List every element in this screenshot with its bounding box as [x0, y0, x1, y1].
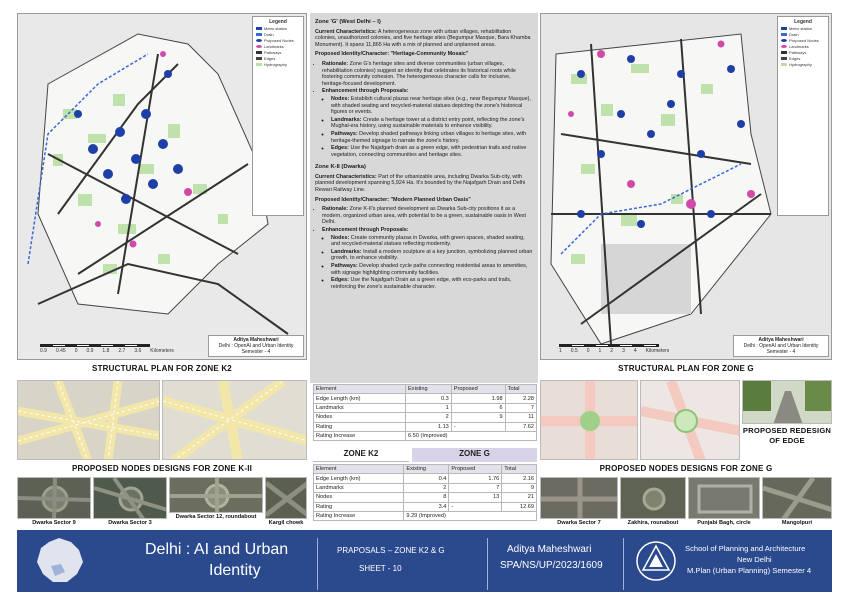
k2-node-photo-4 [265, 477, 307, 519]
sheet-number: SHEET - 10 [359, 564, 402, 573]
zone-k2-item: ◦ Pathways: Develop shaded cycle paths connecting residential areas to amenities, with signage highlighting community facilities. [331, 263, 533, 276]
g-legend-title: Legend [794, 19, 812, 25]
zone-g-item: ◦ Landmarks: Create a heritage tower at a district entry point, reflecting the zone's Mughal-era history, using sustainable materials to enhance visibility. [331, 117, 533, 130]
g-map-titlebox [733, 335, 829, 357]
g-nodes-title: PROPOSED NODES DESIGNS FOR ZONE G [540, 464, 832, 476]
zone-k2-item: ◦ Landmarks: Install a modern sculpture at a key junction, symbolizing planned urban growth, to enhance visibility. [331, 249, 533, 262]
sheet-title-line1: Delhi : AI and Urban [145, 541, 289, 558]
table-row: Nodes 2 9 11 [314, 413, 537, 422]
zone-k2-rationale: • Rationale: Zone K-II's planned development as Dwarka Sub-city positions it as a modern, organized urban area, with potential to be a green, sustainable oasis in West Delhi. [322, 206, 533, 226]
zone-g-item: ◦ Pathways: Develop shaded pathways linking urban villages to heritage sites, with heritage-themed signage to narrate the zone's history. [331, 131, 533, 144]
k2-legend-item: Pathways [256, 50, 300, 56]
k2-plan-title: STRUCTURAL PLAN FOR ZONE K2 [17, 364, 307, 376]
zone-g-header: ZONE G [412, 448, 537, 462]
g-plan-title: STRUCTURAL PLAN FOR ZONE G [540, 364, 832, 376]
table-header: Existing [406, 385, 452, 394]
k2-node-render-1 [17, 380, 160, 460]
g-legend-item: Pathways [781, 50, 825, 56]
g-scale-bar [559, 344, 709, 354]
g-scale-tick: 1 [598, 348, 602, 354]
zone-g-identity: Proposed Identity/Character: "Heritage-Community Mosaic" [315, 51, 469, 58]
g-project: Delhi : OpenAI and Urban Identity [743, 343, 819, 349]
g-legend-item: Landmarks [781, 44, 825, 50]
g-node-photo-3 [688, 477, 760, 519]
k2-scale-tick: 0.9 [86, 348, 94, 354]
table-row: Rating 3.4 - 12.69 [314, 502, 537, 511]
k2-scale-unit: Kilometers [150, 348, 174, 354]
zone-k2-item: ◦ Nodes: Create community plazas in Dwarka, with green spaces, shaded seating, and recycled-material statues reflecting modernity. [331, 235, 533, 248]
edge-redesign-render [742, 380, 832, 424]
zone-g-item: ◦ Nodes: Establish cultural plazas near heritage sites (e.g., near Begumpur Masque), with shaded seating and recycled-material statues depicting the zone's historical figures or events. [331, 96, 533, 116]
g-photo-caption: Zakhira, rounabout [620, 520, 686, 526]
g-scale-tick: 1 [559, 348, 562, 354]
k2-scale-tick: 0 [74, 348, 78, 354]
school-city: New Delhi [737, 555, 772, 564]
g-scale-tick: 0.5 [570, 348, 578, 354]
g-legend-item: Proposed Nodes [781, 38, 825, 44]
g-scale-unit: Kilometers [645, 348, 670, 354]
zone-k2-structural-map [17, 13, 307, 360]
k2-node-photo-3 [169, 477, 263, 513]
table-row: Rating Increase 6.50 (Improved) [314, 431, 537, 440]
g-node-render-2 [640, 380, 740, 460]
zone-g-item: ◦ Edges: Use the Najafgarh drain as a green edge, with pedestrian trails and native vegetation, connecting communities and heritage sites. [331, 145, 533, 158]
k2-legend-item: Edges [256, 56, 300, 62]
proposals-label: PRAPOSALS – ZONE K2 & G [337, 546, 445, 555]
table-row: Rating 1.13 - 7.62 [314, 422, 537, 431]
title-block-footer [17, 530, 832, 592]
k2-map-titlebox [208, 335, 304, 357]
table-header: Proposed [449, 465, 502, 474]
k2-photo-caption: Dwarka Sector 12, roundabout [169, 514, 263, 520]
g-scale-tick: 0 [586, 348, 590, 354]
table-row: Rating Increase 9.29 (Improved) [314, 511, 537, 520]
k2-scale-tick: 0.9 [40, 348, 47, 354]
rating-table-g [313, 464, 537, 521]
rating-table-k2 [313, 384, 537, 441]
delhi-map-thumbnail-icon [31, 536, 91, 586]
g-photo-caption: Mangolpuri [762, 520, 832, 526]
g-photo-caption: Dwarka Sector 7 [540, 520, 618, 526]
proposal-text-panel [310, 13, 538, 383]
k2-author: Aditya Maheshwari [233, 337, 279, 343]
table-header: Element [314, 385, 406, 394]
roll-number: SPA/NS/UP/2023/1609 [500, 560, 603, 571]
k2-map-legend [252, 16, 304, 216]
k2-scale-tick: 2.7 [118, 348, 126, 354]
g-legend-item: Drain [781, 32, 825, 38]
k2-semester: Semester - 4 [241, 349, 271, 355]
k2-scale-bar [40, 344, 190, 354]
table-header-row [314, 465, 537, 474]
table-row: Landmarks 1 6 7 [314, 403, 537, 412]
table-header: Total [505, 385, 536, 394]
k2-legend-title: Legend [269, 19, 287, 25]
k2-node-photo-2 [93, 477, 167, 519]
zone-g-rationale: • Rationale: Zone G's heritage sites and diverse communities (urban villages, rehabilitation colonies) suggest an identity that celebrates its historical roots while fostering community cohesion. The heterogeneous character calls for inclusive, heritage-focused development. [322, 61, 533, 87]
zone-k2-heading: Zone K-II (Dwarka) [315, 164, 366, 171]
table-row: Nodes 8 13 21 [314, 493, 537, 502]
k2-node-render-2 [162, 380, 307, 460]
zone-g-structural-map [540, 13, 832, 360]
zone-g-heading: Zone 'G' (West Delhi – I) [315, 19, 381, 25]
g-node-render-1 [540, 380, 638, 460]
table-header-row [314, 385, 537, 394]
table-row: Landmarks 2 7 9 [314, 483, 537, 492]
zone-k2-header: ZONE K2 [313, 448, 409, 462]
g-legend-item: Metro station [781, 26, 825, 32]
k2-legend-item: Hydrography [256, 62, 300, 68]
k2-photo-caption: Dwarka Sector 9 [17, 520, 91, 526]
k2-legend-item: Drain [256, 32, 300, 38]
k2-scale-tick: 1.8 [102, 348, 110, 354]
k2-scale-tick: 0.45 [55, 348, 66, 354]
table-header: Element [314, 465, 404, 474]
k2-legend-item: Proposed Nodes [256, 38, 300, 44]
g-legend-item: Edges [781, 56, 825, 62]
k2-photo-caption: Kargil chowk [265, 520, 307, 526]
g-scale-tick: 4 [633, 348, 637, 354]
g-photo-caption: Punjabi Bagh, circle [688, 520, 760, 526]
zone-g-current: Current Characteristics: A heterogeneous zone with urban villages, rehabilitation colonies, unauthorized colonies, and five heritage sites (Begumpur Masque, Bara Khamba Monument). It spans 11,865 Ha with a mix of planned and unplanned areas. [315, 28, 531, 48]
g-node-photo-4 [762, 477, 832, 519]
k2-project: Delhi : OpenAI and Urban Identity [218, 343, 294, 349]
spa-logo-icon [635, 538, 677, 584]
table-row: Edge Length (km) 0.3 1.98 2.28 [314, 394, 537, 403]
zone-g-enhancement: • Enhancement through Proposals: ◦ Nodes: Establish cultural plazas near heritage sites (e.g., near Begumpur Masque), with shaded seating and recycled-material statues depicting the zone's historical figures or events. ◦ Landmarks: Create a heritage tower at a district entry point, reflecting the zone's Mughal-era history, using sustainable materials to enhance visibility. ◦ Pathways: Develop shaded pathways linking urban villages to heritage sites, with heritage-themed signage to narrate the zone's history. ◦ Edges: Use the Najafgarh drain as a green edge, with pedestrian trails and native vegetation, connecting communities and heritage sites. [322, 88, 533, 158]
g-node-photo-1 [540, 477, 618, 519]
school-name: School of Planning and Architecture [685, 544, 806, 553]
k2-scale-tick: 3.6 [134, 348, 142, 354]
g-semester: Semester - 4 [766, 349, 796, 355]
g-legend-item: Hydrography [781, 62, 825, 68]
sheet-title-line2: Identity [209, 562, 261, 579]
author-name: Aditya Maheshwari [507, 544, 592, 555]
k2-photo-caption: Dwarka Sector 3 [93, 520, 167, 526]
k2-legend-item: Metro station [256, 26, 300, 32]
g-node-photo-2 [620, 477, 686, 519]
course-name: M.Plan (Urban Planning) Semester 4 [687, 566, 812, 575]
g-author: Aditya Maheshwari [758, 337, 804, 343]
g-map-legend [777, 16, 829, 216]
edge-redesign-title: PROPOSED REDESIGN OF EDGE [742, 426, 832, 445]
table-header: Existing [404, 465, 449, 474]
table-row: Edge Length (km) 0.4 1.76 2.16 [314, 474, 537, 483]
zone-k2-item: ◦ Edges: Use the Najafgarh Drain as a green edge, with eco-parks and trails, reinforcing the zone's sustainable character. [331, 277, 533, 290]
table-header: Total [502, 465, 537, 474]
g-scale-tick: 2 [610, 348, 614, 354]
zone-k2-identity: Proposed Identity/Character: "Modern Planned Urban Oasis" [315, 196, 471, 203]
zone-k2-enhancement: • Enhancement through Proposals: ◦ Nodes: Create community plazas in Dwarka, with green spaces, shaded seating, and recycled-material statues reflecting modernity. ◦ Landmarks: Install a modern sculpture at a key junction, symbolizing planned urban growth, to enhance visibility. ◦ Pathways: Develop shaded cycle paths connecting residential areas to amenities, with signage highlighting community facilities. ◦ Edges: Use the Najafgarh Drain as a green edge, with eco-parks and trails, reinforcing the zone's sustainable character. [322, 227, 533, 290]
k2-nodes-title: PROPOSED NODES DESIGNS FOR ZONE K-II [17, 464, 307, 476]
table-header: Proposed [451, 385, 505, 394]
zone-k2-current: Current Characteristics: Part of the urbanizable area, including Dwarka Sub-city, with planned development spanning 5,924 Ha. It's bounded by the Najafgarh Drain and Delhi Rewari Railway Line. [315, 173, 526, 194]
k2-legend-item: Landmarks [256, 44, 300, 50]
g-scale-tick: 3 [622, 348, 625, 354]
k2-node-photo-1 [17, 477, 91, 519]
